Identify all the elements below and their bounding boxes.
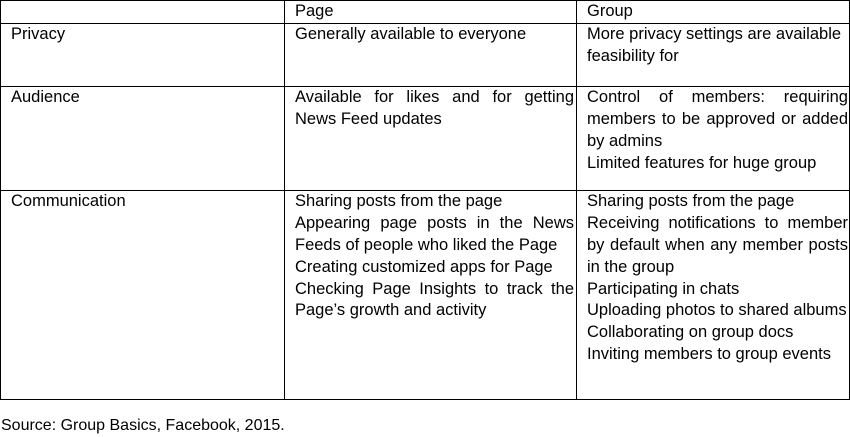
group-item: Participating in chats <box>587 279 740 298</box>
group-item: Control of members: requiring members to be approved or added by admins <box>587 87 848 150</box>
table-row-privacy <box>1 23 850 86</box>
page-item: Appearing page posts in the News Feeds of people who liked the Page <box>295 213 574 254</box>
row-label-privacy: Privacy <box>1 23 285 86</box>
row-label-communication: Communication <box>1 190 285 399</box>
page-cell-privacy <box>285 23 577 86</box>
page-item: Generally available to everyone <box>295 24 527 43</box>
page-item: Creating customized apps for Page <box>295 257 553 276</box>
header-cell-page: Page <box>285 1 577 24</box>
page-item: Sharing posts from the page <box>295 191 503 210</box>
group-item: Uploading photos to shared albums <box>587 301 847 320</box>
header-cell-group: Group <box>577 1 850 24</box>
page-item: Checking Page Insights to track the Page’s growth and activity <box>295 279 574 320</box>
group-item: Receiving notifications to member by default when any member posts in the group <box>587 213 848 276</box>
group-cell-audience <box>577 86 850 190</box>
group-item: Inviting members to group events <box>587 345 831 364</box>
group-item: Collaborating on group docs <box>587 323 794 342</box>
group-item: Limited features for huge group <box>587 153 817 172</box>
source-note: Source: Group Basics, Facebook, 2015. <box>1 417 285 434</box>
table-row-audience <box>1 86 850 190</box>
table-row-communication <box>1 190 850 399</box>
group-item: feasibility for <box>587 46 679 65</box>
group-cell-communication <box>577 190 850 399</box>
header-row <box>1 1 850 24</box>
row-label-audience: Audience <box>1 86 285 190</box>
page-cell-communication <box>285 190 577 399</box>
header-cell-empty <box>1 1 285 24</box>
group-item: More privacy settings are available <box>587 24 842 43</box>
page-item: Available for likes and for getting News Feed updates <box>295 87 574 128</box>
group-cell-privacy <box>577 23 850 86</box>
page-cell-audience <box>285 86 577 190</box>
group-item: Sharing posts from the page <box>587 191 795 210</box>
